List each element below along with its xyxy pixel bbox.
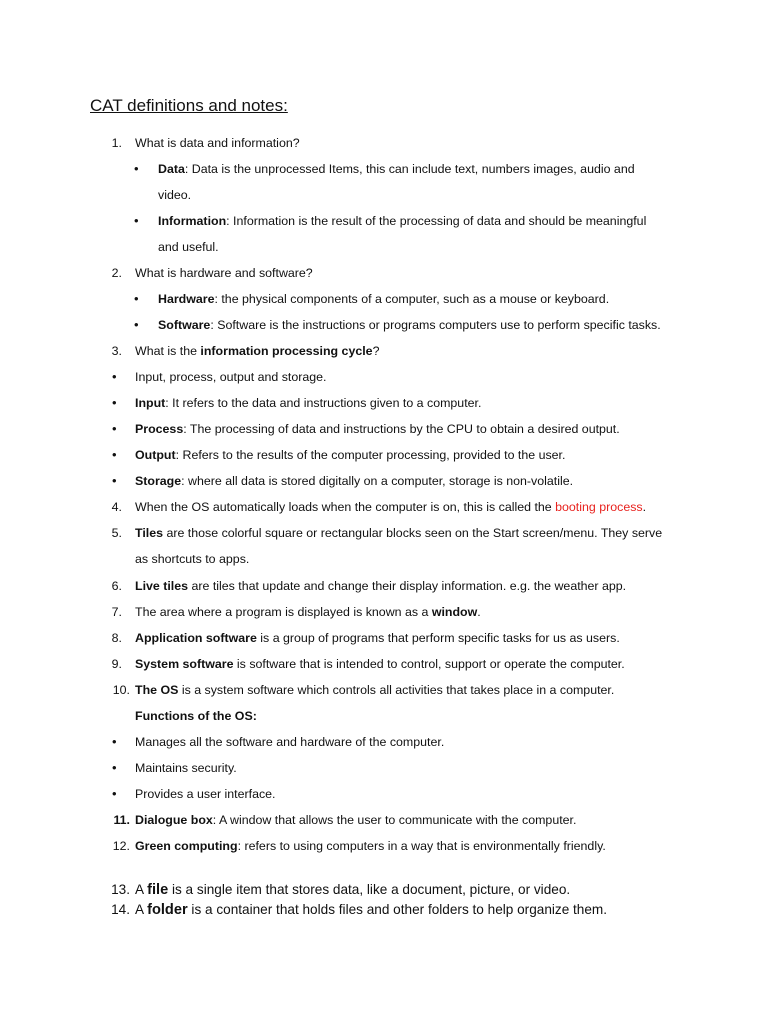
item-number: 11. — [113, 813, 130, 827]
item-number: 14. — [111, 902, 130, 917]
question-1: What is data and information? — [135, 136, 300, 150]
bullet-icon: • — [112, 786, 117, 801]
item-6-live-tiles: Live tiles are tiles that update and change their display information. e.g. the weather app. — [135, 579, 627, 593]
cycle-output: Output: Refers to the results of the computer processing, provided to the user. — [135, 448, 566, 462]
cycle-storage: Storage: where all data is stored digitally on a computer, storage is non-volatile. — [135, 474, 574, 488]
item-9-system-software: System software is software that is intended to control, support or operate the computer. — [135, 657, 625, 671]
bullet-icon: • — [112, 734, 117, 749]
item-number: 13. — [111, 882, 130, 897]
item-number: 7. — [111, 605, 122, 619]
item-14-folder: A folder is a container that holds files and other folders to help organize them. — [135, 902, 608, 918]
item-7-window: The area where a program is displayed is known as a window. — [135, 605, 481, 619]
item-4-booting: When the OS automatically loads when the computer is on, this is called the booting process. — [135, 500, 647, 514]
cycle-summary: Input, process, output and storage. — [135, 370, 327, 384]
os-function-1: Manages all the software and hardware of the computer. — [135, 735, 445, 749]
item-12-green-computing: Green computing: refers to using computers in a way that is environmentally friendly. — [135, 839, 606, 853]
item-number: 9. — [111, 657, 122, 671]
bullet-icon: • — [134, 213, 139, 228]
item-13-file: A file is a single item that stores data, like a document, picture, or video. — [135, 882, 571, 898]
bullet-icon: • — [112, 447, 117, 462]
item-5-tiles: Tiles are those colorful square or rectangular blocks seen on the Start screen/menu. They serve — [135, 526, 663, 540]
bullet-icon: • — [134, 317, 139, 332]
definition-data-continued: video. — [158, 188, 192, 202]
page-title: CAT definitions and notes: — [90, 96, 288, 115]
item-5-tiles-continued: as shortcuts to apps. — [135, 552, 250, 566]
os-function-2: Maintains security. — [135, 761, 237, 775]
item-number: 10. — [112, 683, 130, 697]
cycle-process: Process: The processing of data and instructions by the CPU to obtain a desired output. — [135, 422, 620, 436]
item-number: 8. — [111, 631, 122, 645]
item-number: 3. — [111, 344, 122, 358]
definition-software: Software: Software is the instructions or programs computers use to perform specific tasks. — [158, 318, 661, 332]
bullet-icon: • — [112, 395, 117, 410]
bullet-icon: • — [112, 369, 117, 384]
definition-data: Data: Data is the unprocessed Items, this can include text, numbers images, audio and — [158, 162, 635, 176]
item-number: 12. — [112, 839, 130, 853]
item-number: 2. — [111, 266, 122, 280]
question-3: What is the information processing cycle? — [135, 344, 380, 358]
bullet-icon: • — [112, 421, 117, 436]
bullet-icon: • — [112, 473, 117, 488]
bullet-icon: • — [134, 291, 139, 306]
item-number: 1. — [111, 136, 122, 150]
item-11-dialogue-box: Dialogue box: A window that allows the user to communicate with the computer. — [135, 813, 577, 827]
definition-information-continued: and useful. — [158, 240, 219, 254]
bullet-icon: • — [134, 161, 139, 176]
item-8-application-software: Application software is a group of programs that perform specific tasks for us as users. — [135, 631, 620, 645]
os-functions-heading: Functions of the OS: — [135, 709, 257, 723]
item-number: 6. — [111, 579, 122, 593]
item-10-the-os: The OS is a system software which controls all activities that takes place in a computer. — [135, 683, 615, 697]
definition-information: Information: Information is the result of the processing of data and should be meaningful — [158, 214, 647, 228]
item-number: 5. — [111, 526, 122, 540]
cycle-input: Input: It refers to the data and instructions given to a computer. — [135, 396, 482, 410]
definition-hardware: Hardware: the physical components of a computer, such as a mouse or keyboard. — [158, 292, 610, 306]
bullet-icon: • — [112, 760, 117, 775]
question-2: What is hardware and software? — [135, 266, 313, 280]
item-number: 4. — [111, 500, 122, 514]
os-function-3: Provides a user interface. — [135, 787, 276, 801]
